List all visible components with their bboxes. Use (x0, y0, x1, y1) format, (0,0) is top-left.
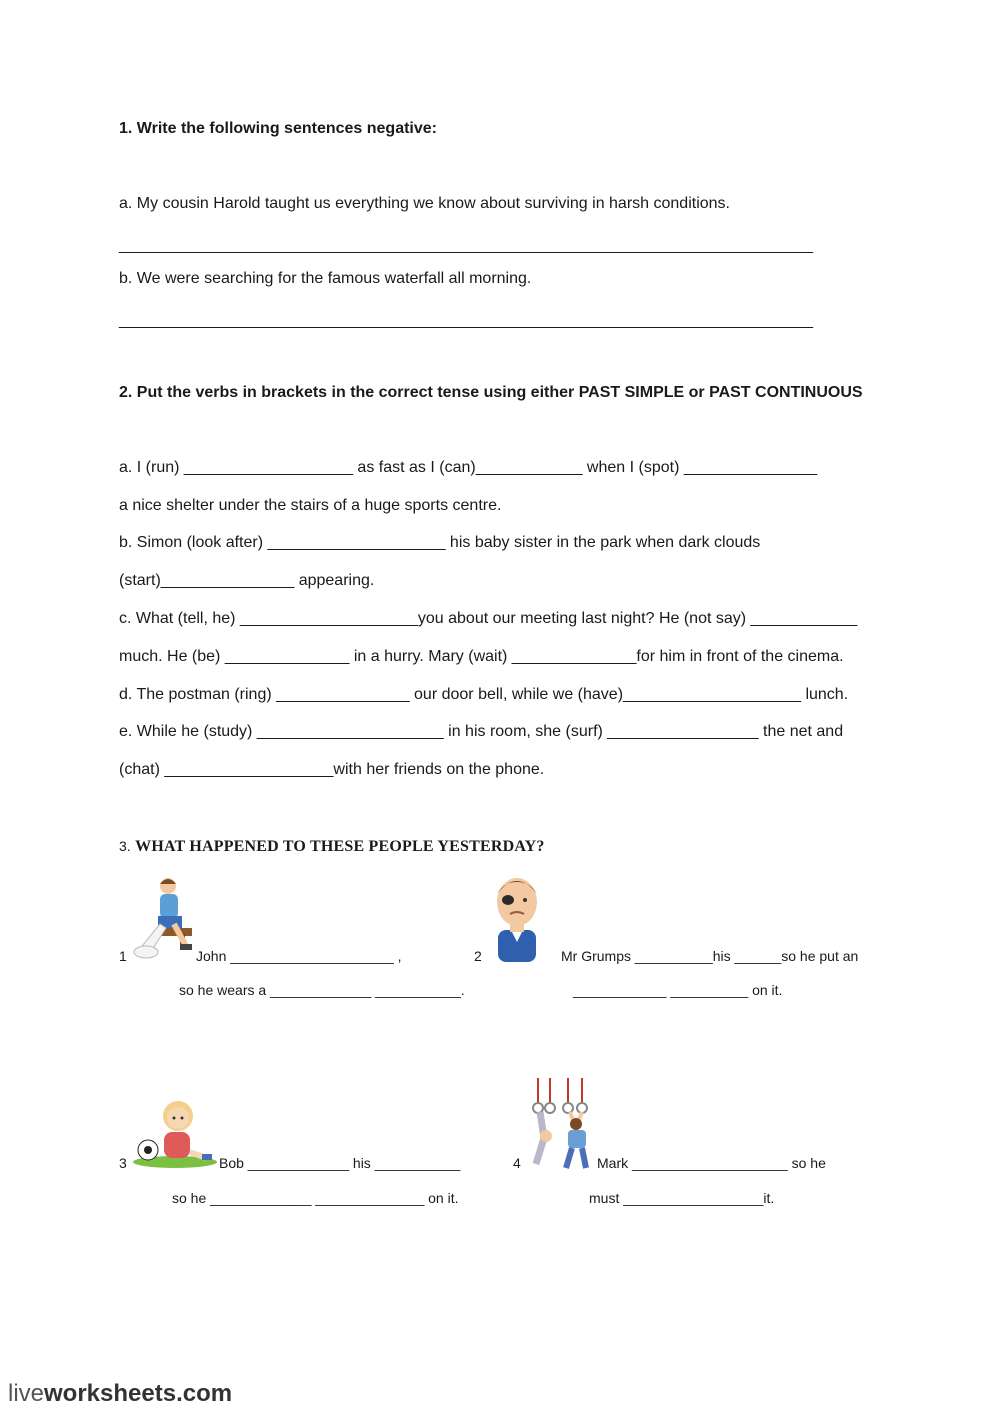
section-2-title: 2. Put the verbs in brackets in the correct tense using either PAST SIMPLE or PAST CONTINUOUS (119, 384, 863, 401)
section-1-title: 1. Write the following sentences negative: (119, 120, 437, 137)
item-2-line-2[interactable]: ____________ __________ on it. (573, 982, 783, 998)
exercise-line: a nice shelter under the stairs of a huge sports centre. (119, 497, 502, 514)
boy-broken-leg-picture (128, 876, 198, 964)
item-4-number: 4 (513, 1155, 521, 1171)
section-3-title (119, 836, 545, 857)
item-2-number: 2 (474, 948, 482, 964)
sentence-1b: b. We were searching for the famous waterfall all morning. (119, 270, 532, 287)
exercise-line[interactable]: a. I (run) ___________________ as fast as I (can)____________ when I (spot) _______________ (119, 459, 818, 476)
item-1-number: 1 (119, 948, 127, 964)
man-black-eye-picture (486, 872, 548, 964)
logo-brand: worksheets.com (44, 1380, 233, 1407)
exercise-line[interactable]: d. The postman (ring) _______________ our door bell, while we (have)____________________ lunch. (119, 686, 849, 703)
exercise-line[interactable]: (start)_______________ appearing. (119, 572, 375, 589)
answer-line-1a[interactable]: ______________________________________________________________________________ (119, 237, 814, 254)
exercise-line[interactable]: c. What (tell, he) ____________________you about our meeting last night? He (not say) ____________ (119, 610, 858, 627)
item-3-line-2[interactable]: so he _____________ ______________ on it. (172, 1190, 459, 1206)
gymnast-rings-picture (526, 1078, 608, 1170)
item-1-line-2[interactable]: so he wears a _____________ ___________. (179, 982, 465, 998)
item-3-number: 3 (119, 1155, 127, 1171)
exercise-line[interactable]: e. While he (study) _____________________ in his room, she (surf) _________________ the net and (119, 723, 844, 740)
sentence-1a: a. My cousin Harold taught us everything we know about surviving in harsh conditions. (119, 195, 730, 212)
section-3-number: 3. (119, 838, 131, 854)
item-2-line-1[interactable]: Mr Grumps __________his ______so he put an (561, 948, 859, 964)
item-4-line-1[interactable]: Mark ____________________ so he (597, 1155, 826, 1171)
item-1-line-1[interactable]: John _____________________ , (196, 948, 402, 964)
section-3-heading: WHAT HAPPENED TO THESE PEOPLE YESTERDAY? (135, 838, 545, 855)
exercise-line[interactable]: much. He (be) ______________ in a hurry. Mary (wait) ______________for him in front of the cinema. (119, 648, 844, 665)
item-3-line-1[interactable]: Bob _____________ his ___________ (219, 1155, 461, 1171)
exercise-line[interactable]: b. Simon (look after) ____________________ his baby sister in the park when dark clouds (119, 534, 761, 551)
exercise-line[interactable]: (chat) ___________________with her friends on the phone. (119, 761, 545, 778)
liveworksheets-logo[interactable] (8, 1380, 232, 1408)
answer-line-1b[interactable]: ______________________________________________________________________________ (119, 312, 814, 329)
item-4-line-2[interactable]: must __________________it. (589, 1190, 775, 1206)
logo-prefix: live (8, 1380, 45, 1407)
child-football-picture (132, 1094, 218, 1168)
